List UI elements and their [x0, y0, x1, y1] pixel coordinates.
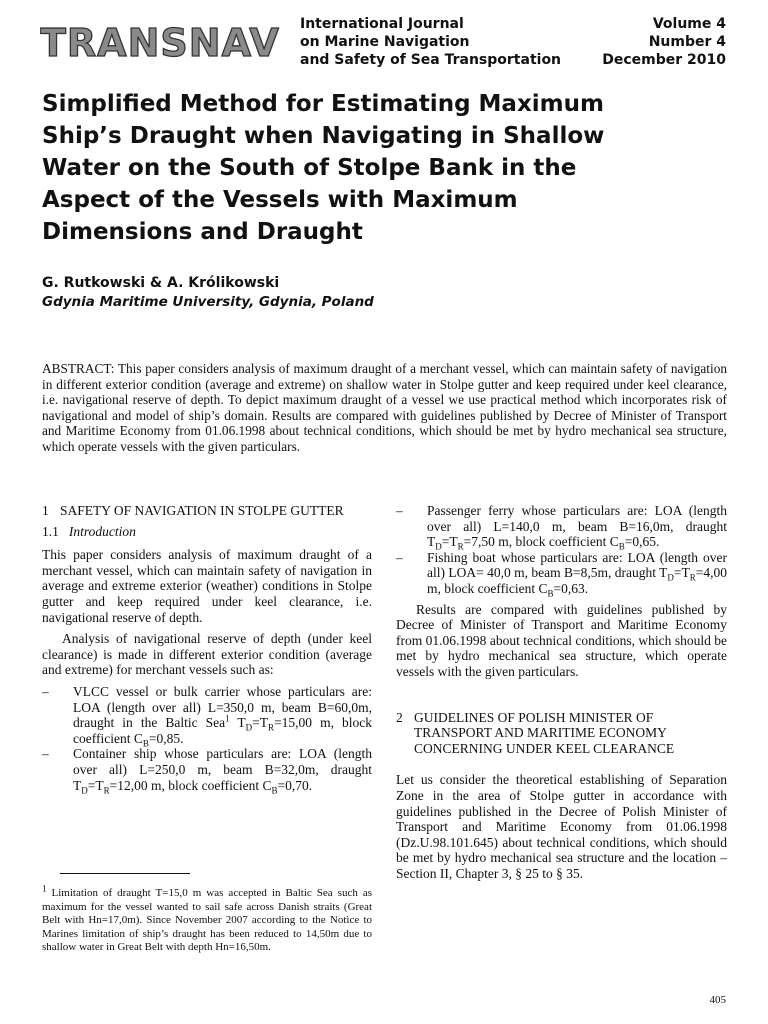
subsection-heading: [42, 524, 372, 540]
list-item-text: Fishing boat whose particulars are: LOA (length over all) LOA= 40,0 m, beam B=8,5m, draught $T_D=T_R=4,00$ m, block coefficient $C_B=0,63$.: [427, 549, 727, 599]
date-label: December 2010: [602, 52, 726, 68]
list-item: [42, 746, 372, 796]
list-item-text: VLCC vessel or bulk carrier whose particulars are: LOA (length over all) L=350,0 m, beam B=60,0m, draught in the Baltic Sea$^1$ $T_D=T_R=15,00$ m, block coefficient $C_B=0,85$.: [73, 683, 372, 749]
section-number: 1: [42, 503, 49, 518]
vessel-list: [42, 683, 372, 796]
list-item: [396, 503, 727, 550]
title-line: Aspect of the Vessels with Maximum: [42, 187, 518, 213]
list-item-text: Container ship whose particulars are: LOA (length over all) L=250,0 m, beam B=32,0m, draught $T_D=T_R=12,00$ m, block coefficient $C_B=0,70$.: [73, 746, 372, 796]
paragraph: Let us consider the theoretical establishing of Separation Zone in the area of Stolpe gutter in accordance with guidelines published in the Decree of Polish Minister of Transport and Maritime Economy from 01.06.1998 (Dz.U.98.101.645) about technical conditions, which should be met by hydro mechanical sea structure and the location – Section II, Chapter 3, § 25 to § 35.: [396, 772, 727, 881]
list-dash: –: [42, 683, 49, 699]
left-column: [42, 503, 372, 796]
vessel-list-continued: [396, 503, 727, 597]
subsection-number: 1.1: [42, 523, 59, 539]
page-number: 405: [709, 994, 726, 1006]
title-line: Simplified Method for Estimating Maximum: [42, 91, 604, 117]
paragraph: This paper considers analysis of maximum draught of a merchant vessel, which can maintain safety of navigation in average and extreme exterior (weather) conditions in Stolpe gutter and keep required under keel clearance, i.e. navigational reserve of depth.: [42, 547, 372, 625]
journal-line: International Journal: [300, 16, 464, 32]
section-number: 2: [396, 709, 403, 725]
section-title: GUIDELINES OF POLISH MINISTER OF TRANSPORT AND MARITIME ECONOMY CONCERNING UNDER KEEL CLEARANCE: [414, 709, 675, 756]
title-line: Water on the South of Stolpe Bank in the: [42, 155, 577, 181]
journal-line: on Marine Navigation: [300, 34, 470, 50]
paragraph: Results are compared with guidelines published by Decree of Minister of Transport and Maritime Economy from 01.06.1998 about technical conditions, which should be met by hydro mechanical sea structure, which operate vessels with the given particulars.: [396, 601, 727, 679]
affiliation: Gdynia Maritime University, Gdynia, Poland: [42, 294, 374, 310]
paper-title: [42, 88, 732, 248]
title-line: Ship’s Draught when Navigating in Shallow: [42, 123, 605, 149]
footnote-mark: 1: [42, 883, 47, 894]
list-dash: –: [396, 549, 403, 565]
list-item: [42, 683, 372, 749]
right-column: [396, 503, 727, 881]
paragraph: Analysis of navigational reserve of depth (under keel clearance) is made in different exterior condition (average and extreme) for merchant vessels such as:: [42, 631, 372, 678]
list-item: [396, 550, 727, 597]
footnote-rule: [60, 873, 190, 874]
issue-info: [602, 15, 726, 69]
footnote: [42, 883, 372, 955]
journal-line: and Safety of Sea Transportation: [300, 52, 562, 68]
transnav-logo: [40, 14, 290, 62]
authors: G. Rutkowski & A. Królikowski: [42, 275, 280, 291]
title-line: Dimensions and Draught: [42, 219, 363, 245]
footnote-text: Limitation of draught T=15,0 m was accepted in Baltic Sea such as maximum for the vessel wanted to sail safe across Danish straits (Great Belt with Hn=17,0m). Since November 2007 according to the Notice to Marines limitation of ship’s draught has been reduced to 14,50m due to shallow water in Great Belt with depth Hn=16,50m.: [42, 887, 372, 953]
section-1-heading: [42, 503, 372, 519]
list-dash: –: [396, 503, 403, 518]
volume-label: Volume 4: [652, 16, 726, 32]
journal-name: [300, 15, 561, 69]
section-2-heading: [396, 710, 727, 757]
number-label: Number 4: [648, 34, 726, 50]
abstract: ABSTRACT: This paper considers analysis of maximum draught of a merchant vessel, which can maintain safety of navigation in different exterior condition (average and extreme) on shallow water in Stolpe gutter and keep required under keel clearance, i.e. navigational reserve of depth. To depict maximum draught of a vessel we use practical method which incorporates risk of navigational and model of ship’s domain. Results are compared with guidelines published by Decree of Minister of Transport and Maritime Economy from 01.06.1998 about technical conditions, which should be met by hydro mechanical sea structure, which operate vessels with the given particulars.: [42, 361, 727, 454]
list-dash: –: [42, 746, 49, 762]
logo-text: TRANSNAV: [40, 21, 280, 62]
section-title: SAFETY OF NAVIGATION IN STOLPE GUTTER: [60, 503, 344, 518]
list-item-text: Passenger ferry whose particulars are: LOA (length over all) L=140,0 m, beam B=16,0m, draught $T_D=T_R=7,50$ m, block coefficient $C_B=0,65$.: [427, 503, 727, 552]
subsection-title: Introduction: [68, 523, 136, 539]
